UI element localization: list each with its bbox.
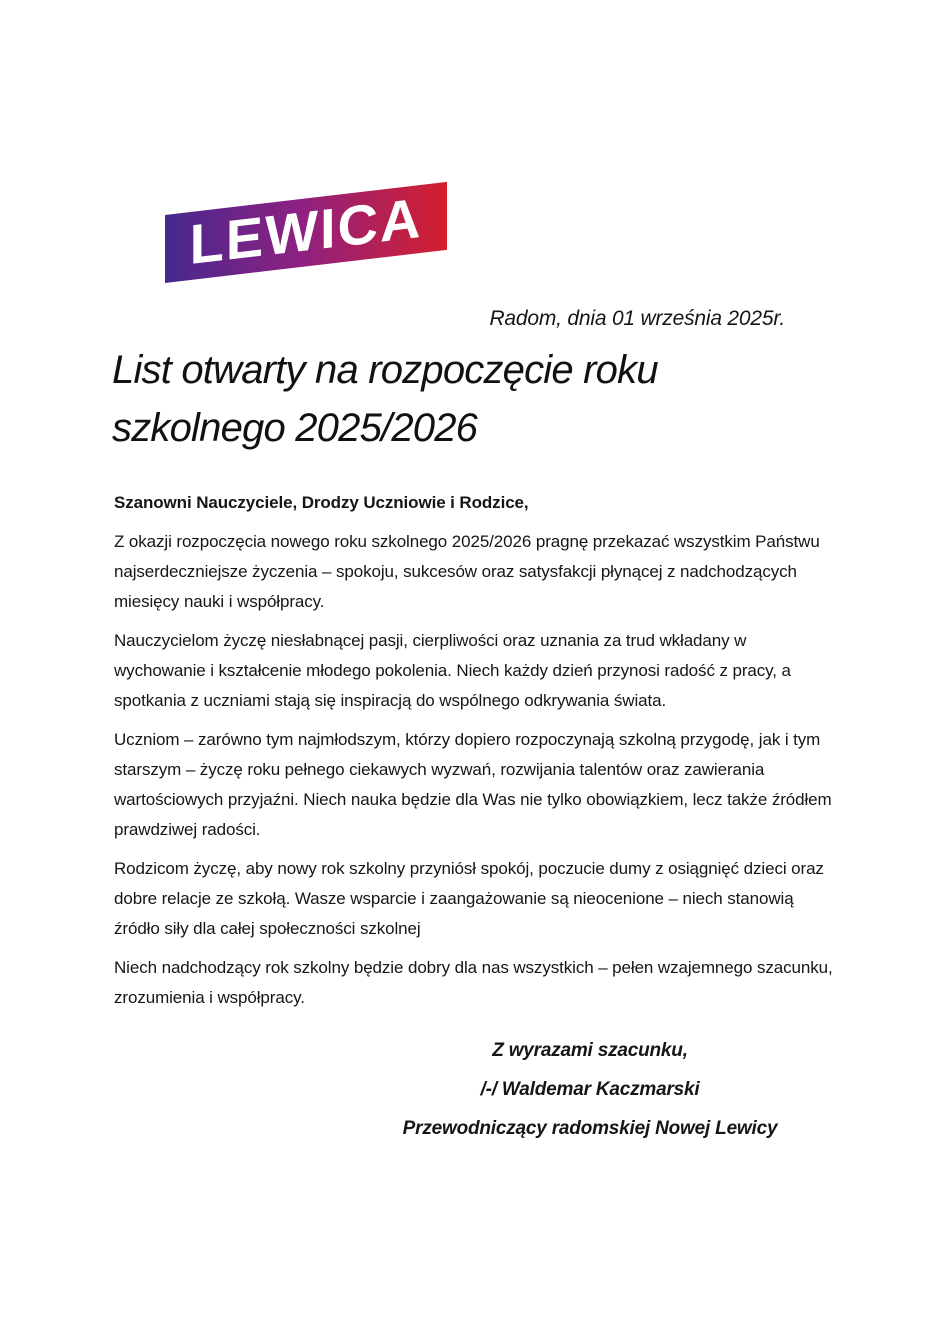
signature-name: /-/ Waldemar Kaczmarski [480, 1079, 700, 1100]
page-title: List otwarty na rozpoczęcie roku szkolnego 2025/2026 [112, 348, 658, 450]
letter-paragraph-3: Uczniom – zarówno tym najmłodszym, którzy dopiero rozpoczynają szkolną przygodę, jak i tym starszym – życzę roku pełnego ciekawych wyzwań, rozwijania talentów oraz zawierania wartościowych przyjaźni. Niech nauka będzie dla Was nie tylko obowiązkiem, lecz także źródłem prawdziwej radości. [114, 730, 832, 839]
signature-closing: Z wyrazami szacunku, [492, 1040, 688, 1061]
signature-role: Przewodniczący radomskiej Nowej Lewicy [402, 1118, 778, 1139]
letter-paragraph-4: Rodzicom życzę, aby nowy rok szkolny przyniósł spokój, poczucie dumy z osiągnięć dzieci oraz dobre relacje ze szkołą. Wasze wsparcie i zaangażowanie są nieocenione – niech stanowią źródło siły dla całej społeczności szkolnej [114, 859, 824, 938]
dateline: Radom, dnia 01 września 2025r. [489, 307, 785, 330]
salutation: Szanowni Nauczyciele, Drodzy Uczniowie i Rodzice, [114, 493, 529, 512]
signature-block [290, 1038, 890, 1155]
letter-paragraph-5: Niech nadchodzący rok szkolny będzie dobry dla nas wszystkich – pełen wzajemnego szacunku, zrozumienia i współpracy. [114, 958, 833, 1007]
letter-body [114, 488, 840, 1022]
letter-paragraph-2: Nauczycielom życzę niesłabnącej pasji, cierpliwości oraz uznania za trud wkładany w wychowanie i kształcenie młodego pokolenia. Niech każdy dzień przynosi radość z pracy, a spotkania z uczniami stają się inspiracją do wspólnego odkrywania świata. [114, 631, 791, 710]
letter-paragraph-1: Z okazji rozpoczęcia nowego roku szkolnego 2025/2026 pragnę przekazać wszystkim Państwu najserdeczniejsze życzenia – spokoju, sukcesów oraz satysfakcji płynącej z nadchodzących miesięcy nauki i współpracy. [114, 532, 820, 611]
lewica-logo [165, 182, 447, 283]
lewica-logo-text: LEWICA [189, 185, 423, 276]
